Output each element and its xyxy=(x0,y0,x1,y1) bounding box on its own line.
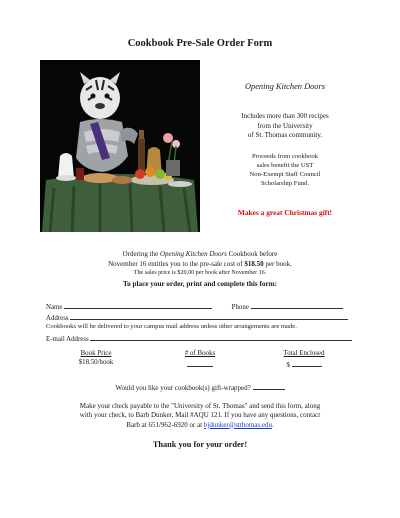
total-header: Total Enclosed xyxy=(283,350,325,357)
gift-wrap-field[interactable] xyxy=(253,382,285,390)
num-books-field[interactable] xyxy=(187,359,213,367)
proceeds-line: Scholarship Fund. xyxy=(261,180,309,187)
total-column xyxy=(272,350,336,369)
address-field[interactable] xyxy=(70,312,348,320)
payment-instructions xyxy=(0,402,400,430)
book-price-value: $18.50/book xyxy=(78,359,114,366)
gift-promo: Makes a great Christmas gift! xyxy=(237,208,333,217)
email-label: E-mail Address xyxy=(46,336,89,343)
ordering-info xyxy=(0,250,400,279)
book-subtitle: Opening Kitchen Doors xyxy=(244,82,326,91)
num-books-column xyxy=(170,350,230,369)
address-row xyxy=(46,312,348,322)
thank-you: Thank you for your order! xyxy=(152,440,248,449)
total-prefix: $ xyxy=(286,362,290,369)
proceeds-line: Non-Exempt Staff Council xyxy=(249,171,321,178)
gift-wrap-question: Would you like your cookbook(s) gift-wrapped? xyxy=(115,384,251,392)
payment-line: Make your check payable to the "University of St. Thomas" and send this form, along xyxy=(79,402,321,410)
cookbook-photo xyxy=(40,60,200,232)
book-name: Opening Kitchen Doors xyxy=(159,250,227,258)
proceeds-line: Proceeds from cookbook xyxy=(252,153,318,160)
payment-line: Barb at 651/962-6920 or at bjdunker@stthomas.edu. xyxy=(126,420,274,429)
page-title: Cookbook Pre-Sale Order Form xyxy=(127,38,273,49)
proceeds-line: sales benefit the UST xyxy=(256,162,314,169)
includes-line: Includes more than 300 recipes xyxy=(241,112,329,120)
proceeds-text xyxy=(205,152,365,188)
book-price-header: Book Price xyxy=(80,350,112,357)
name-phone-row xyxy=(46,301,343,311)
phone-label: Phone xyxy=(231,304,249,311)
presale-price: $18.50 xyxy=(244,259,264,268)
delivery-note: Cookbooks will be delivered to your campus mail address unless other arrangements are made. xyxy=(46,323,297,330)
ordering-line-1: Ordering the Opening Kitchen Doors Cookbook before xyxy=(122,250,278,258)
name-field[interactable] xyxy=(64,301,212,309)
num-books-header: # of Books xyxy=(184,350,216,357)
payment-line: with your check, to Barb Dunker, Mail #AQU 121. If you have any questions, contact xyxy=(79,411,321,420)
email-field[interactable] xyxy=(90,333,352,341)
includes-line: from the University xyxy=(257,121,313,130)
address-label: Address xyxy=(46,315,69,322)
gift-wrap-row xyxy=(0,382,400,392)
includes-line: of St. Thomas community. xyxy=(247,131,323,139)
ordering-line-2: November 16 entitles you to the pre-sale cost of $18.50 per book. xyxy=(108,259,292,268)
includes-text xyxy=(205,112,365,141)
phone-field[interactable] xyxy=(251,301,343,309)
name-label: Name xyxy=(46,304,63,311)
ordering-line-3: The sales price is $20.00 per book after November 16. xyxy=(133,270,267,276)
email-row xyxy=(46,333,352,343)
book-price-column xyxy=(66,350,126,366)
total-field[interactable] xyxy=(292,359,322,367)
contact-email-link[interactable]: bjdunker@stthomas.edu xyxy=(203,420,272,429)
instructions: To place your order, print and complete this form: xyxy=(122,280,278,288)
